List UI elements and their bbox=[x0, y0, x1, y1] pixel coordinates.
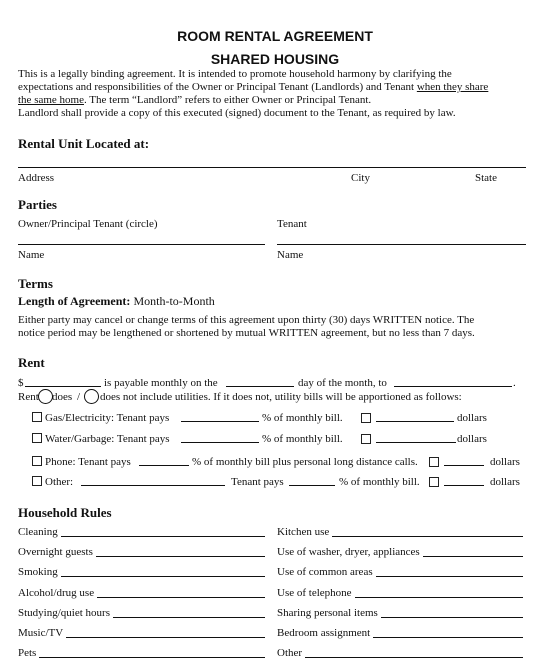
length-label: Length of Agreement: bbox=[18, 294, 131, 308]
gas-pct-line[interactable] bbox=[181, 421, 259, 422]
does-not-circle-option[interactable] bbox=[84, 389, 99, 404]
phone-label: Phone: Tenant pays bbox=[45, 456, 131, 468]
rent-period: . bbox=[513, 377, 516, 389]
intro-underlined-text: when they share bbox=[416, 81, 489, 93]
rent-amount-line[interactable] bbox=[25, 386, 101, 387]
rent-utilities-text: does not include utilities. If it does not, utility bills will be apportioned as follows: bbox=[100, 391, 462, 403]
rule-fill-line[interactable] bbox=[66, 637, 265, 638]
rule-label-right-2: Use of common areas bbox=[277, 566, 373, 578]
other-description-line[interactable] bbox=[81, 485, 225, 486]
rent-dollar-sign: $ bbox=[18, 377, 24, 389]
rent-day-line[interactable] bbox=[226, 386, 294, 387]
rule-fill-line[interactable] bbox=[423, 556, 523, 557]
gas-dollars-label: dollars bbox=[457, 412, 487, 424]
phone-pct-line[interactable] bbox=[139, 465, 189, 466]
rule-fill-line[interactable] bbox=[376, 576, 523, 577]
rule-label-right-6: Other bbox=[277, 647, 303, 659]
terms-heading: Terms bbox=[18, 276, 53, 291]
gas-label: Gas/Electricity: Tenant pays bbox=[45, 412, 170, 424]
rent-day-text: day of the month, to bbox=[298, 377, 387, 389]
document-title: ROOM RENTAL AGREEMENT bbox=[177, 28, 373, 44]
rent-payable-text: is payable monthly on the bbox=[104, 377, 218, 389]
water-pct-line[interactable] bbox=[181, 442, 259, 443]
intro-underlined-text-2: the same home bbox=[18, 94, 84, 106]
rule-label-left-2: Smoking bbox=[18, 566, 58, 578]
water-dollars-checkbox[interactable] bbox=[361, 434, 371, 444]
other-label: Other: bbox=[45, 476, 74, 488]
rule-label-left-0: Cleaning bbox=[18, 526, 58, 538]
intro-line-3-text: . The term “Landlord” refers to either Owner or Principal Tenant. bbox=[83, 94, 372, 106]
rule-fill-line[interactable] bbox=[332, 536, 523, 537]
rental-unit-heading: Rental Unit Located at: bbox=[18, 136, 150, 151]
terms-text-1: Either party may cancel or change terms of this agreement upon thirty (30) days WRITTEN notice. The bbox=[18, 314, 475, 326]
rule-fill-line[interactable] bbox=[97, 597, 265, 598]
rule-label-left-5: Music/TV bbox=[18, 627, 64, 639]
rule-fill-line[interactable] bbox=[61, 536, 265, 537]
city-label: City bbox=[351, 172, 370, 184]
document-subtitle: SHARED HOUSING bbox=[210, 51, 340, 67]
rule-fill-line[interactable] bbox=[96, 556, 265, 557]
state-label: State bbox=[475, 172, 497, 184]
phone-dollars-checkbox[interactable] bbox=[429, 457, 439, 467]
rule-fill-line[interactable] bbox=[39, 657, 265, 658]
utility-row-water bbox=[32, 433, 170, 445]
rule-fill-line[interactable] bbox=[355, 597, 523, 598]
tenant-label: Tenant bbox=[277, 218, 307, 230]
phone-pct-text: % of monthly bill plus personal long distance calls. bbox=[192, 456, 418, 468]
rule-label-right-3: Use of telephone bbox=[277, 587, 352, 599]
phone-checkbox[interactable] bbox=[32, 456, 42, 466]
length-of-agreement bbox=[18, 294, 215, 309]
other-pct-line[interactable] bbox=[289, 485, 335, 486]
gas-pct-text: % of monthly bill. bbox=[262, 412, 343, 424]
owner-label: Owner/Principal Tenant (circle) bbox=[18, 218, 158, 230]
rent-does: does bbox=[52, 391, 73, 403]
owner-name-line[interactable] bbox=[18, 244, 265, 245]
rule-fill-line[interactable] bbox=[305, 657, 523, 658]
rule-label-left-1: Overnight guests bbox=[18, 546, 93, 558]
other-dollars-line[interactable] bbox=[444, 485, 484, 486]
rule-label-right-4: Sharing personal items bbox=[277, 607, 378, 619]
water-label: Water/Garbage: Tenant pays bbox=[45, 433, 170, 445]
gas-checkbox[interactable] bbox=[32, 412, 42, 422]
intro-line-4: Landlord shall provide a copy of this executed (signed) document to the Tenant, as required by law. bbox=[18, 107, 456, 119]
intro-line-1: This is a legally binding agreement. It is intended to promote household harmony by clarifying the bbox=[18, 68, 452, 80]
water-dollars-label: dollars bbox=[457, 433, 487, 445]
other-checkbox[interactable] bbox=[32, 476, 42, 486]
rule-fill-line[interactable] bbox=[61, 576, 265, 577]
rule-label-left-6: Pets bbox=[18, 647, 37, 659]
rule-fill-line[interactable] bbox=[113, 617, 265, 618]
rent-payee-line[interactable] bbox=[394, 386, 512, 387]
address-line[interactable] bbox=[18, 167, 526, 168]
gas-dollars-line[interactable] bbox=[376, 421, 454, 422]
other-dollars-checkbox[interactable] bbox=[429, 477, 439, 487]
rule-label-left-4: Studying/quiet hours bbox=[18, 607, 110, 619]
other-tenant-pays: Tenant pays bbox=[231, 476, 284, 488]
household-rules-heading: Household Rules bbox=[18, 505, 112, 520]
other-dollars-label: dollars bbox=[490, 476, 520, 488]
rent-slash: / bbox=[77, 391, 81, 403]
water-pct-text: % of monthly bill. bbox=[262, 433, 343, 445]
rule-label-right-5: Bedroom assignment bbox=[277, 627, 371, 639]
rule-fill-line[interactable] bbox=[373, 637, 523, 638]
intro-line-3 bbox=[18, 94, 371, 106]
rule-label-right-1: Use of washer, dryer, appliances bbox=[277, 546, 420, 558]
utility-row-gas bbox=[32, 412, 169, 424]
rule-fill-line[interactable] bbox=[381, 617, 523, 618]
length-value: Month-to-Month bbox=[133, 294, 215, 308]
does-circle-option[interactable] bbox=[38, 389, 53, 404]
intro-line-2-text: expectations and responsibilities of the Owner or Principal Tenant (Landlords) and Tenant bbox=[18, 81, 417, 93]
rent-label: Rent bbox=[18, 391, 39, 403]
tenant-name-label: Name bbox=[277, 249, 304, 261]
water-checkbox[interactable] bbox=[32, 433, 42, 443]
tenant-name-line[interactable] bbox=[277, 244, 526, 245]
rule-label-right-0: Kitchen use bbox=[277, 526, 330, 538]
terms-text-2: notice period may be lengthened or shortened by mutual WRITTEN agreement, but no less than 7 days. bbox=[18, 327, 475, 339]
rule-label-left-3: Alcohol/drug use bbox=[18, 587, 95, 599]
water-dollars-line[interactable] bbox=[376, 442, 456, 443]
phone-dollars-line[interactable] bbox=[444, 465, 484, 466]
owner-name-label: Name bbox=[18, 249, 45, 261]
parties-heading: Parties bbox=[18, 197, 57, 212]
utility-row-other bbox=[32, 476, 73, 488]
other-pct-text: % of monthly bill. bbox=[339, 476, 420, 488]
address-label: Address bbox=[18, 172, 55, 184]
intro-line-2 bbox=[18, 81, 488, 93]
phone-dollars-label: dollars bbox=[490, 456, 520, 468]
rent-heading: Rent bbox=[18, 355, 45, 370]
utility-row-phone bbox=[32, 456, 131, 468]
gas-dollars-checkbox[interactable] bbox=[361, 413, 371, 423]
